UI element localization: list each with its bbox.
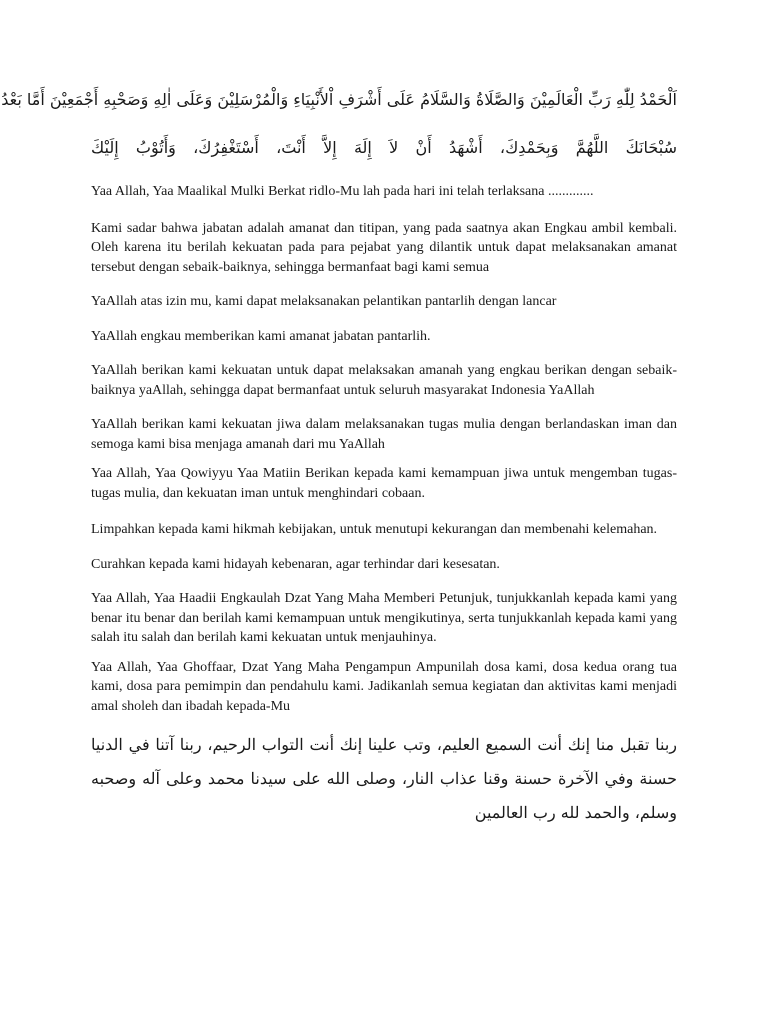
- document-page: [1, 86, 677, 830]
- paragraph-5: YaAllah berikan kami kekuatan untuk dapat melaksakan amanah yang engkau berikan dengan sebaik-baiknya yaAllah, sehingga dapat bermanfaat untuk seluruh masyarakat Indonesia YaAllah: [91, 363, 677, 398]
- paragraph-11: Yaa Allah, Yaa Ghoffaar, Dzat Yang Maha Pengampun Ampunilah dosa kami, dosa kedua orang tua kami, dosa para pemimpin dan pendahulu kami. Jadikanlah semua kegiatan dan aktivitas kami menjadi amal sholeh dan ibadah kepada-Mu: [91, 659, 677, 714]
- paragraph-9: Curahkan kepada kami hidayah kebenaran, agar terhindar dari kesesatan.: [91, 556, 500, 572]
- paragraph-3: YaAllah atas izin mu, kami dapat melaksanakan pelantikan pantarlih dengan lancar: [91, 294, 557, 309]
- opening-arabic-line-1: اَلْحَمْدُ لِلّٰهِ رَبِّ الْعَالَمِيْنَ وَالصَّلَاةُ وَالسَّلَامُ عَلَى أَشْرَفِ اْلأَنْبِيَاءِ وَالْمُرْسَلِيْنَ وَعَلَى اٰلِهِ وَصَحْبِهِ أَجْمَعِيْنَ أَمَّا بَعْدُ: [1, 90, 677, 109]
- paragraph-10: Yaa Allah, Yaa Haadii Engkaulah Dzat Yang Maha Memberi Petunjuk, tunjukkanlah kepada kami yang benar itu benar dan berilah kami kemampuan untuk mengikutinya, serta tunjukkanlah kepada kami yang salah itu salah dan berilah kami kekuatan untuk menjauhinya.: [91, 591, 677, 645]
- paragraph-7: Yaa Allah, Yaa Qowiyyu Yaa Matiin Berikan kepada kami kemampuan jiwa untuk mengemban tugas-tugas mulia, dan kekuatan iman untuk menghindari cobaan.: [91, 466, 677, 501]
- closing-arabic-prayer: ربنا تقبل منا إنك أنت السميع العليم، وتب علينا إنك أنت التواب الرحيم، ربنا آتنا في الدنيا حسنة وفي الآخرة حسنة وقنا عذاب النار، وصلى الله على سيدنا محمد وعلى آله وصحبه وسلم، والحمد لله رب العالمين: [91, 735, 677, 822]
- paragraph-4: YaAllah engkau memberikan kami amanat jabatan pantarlih.: [91, 328, 431, 344]
- opening-arabic-line-2: سُبْحَانَكَ اللَّهُمَّ وَبِحَمْدِكَ، أَشْهَدُ أَنْ لاَ إِلَهَ إِلاَّ أَنْتَ، أَسْتَغْفِرُكَ، وَأَتُوْبُ إِلَيْكَ: [91, 138, 677, 157]
- paragraph-2: Kami sadar bahwa jabatan adalah amanat dan titipan, yang pada saatnya akan Engkau ambil kembali. Oleh karena itu berilah kekuatan pada para pejabat yang dilantik untuk dapat melaksanakan amanat tersebut dengan sebaik-baiknya, sehingga bermanfaat bagi kami semua: [91, 220, 677, 275]
- paragraph-6: YaAllah berikan kami kekuatan jiwa dalam melaksanakan tugas mulia dengan berlandaskan iman dan semoga kami bisa menjaga amanah dari mu YaAllah: [91, 417, 677, 452]
- paragraph-8: Limpahkan kepada kami hikmah kebijakan, untuk menutupi kekurangan dan membenahi kelemahan.: [91, 522, 658, 537]
- paragraph-1: Yaa Allah, Yaa Maalikal Mulki Berkat ridlo-Mu lah pada hari ini telah terlaksana .............: [91, 184, 594, 199]
